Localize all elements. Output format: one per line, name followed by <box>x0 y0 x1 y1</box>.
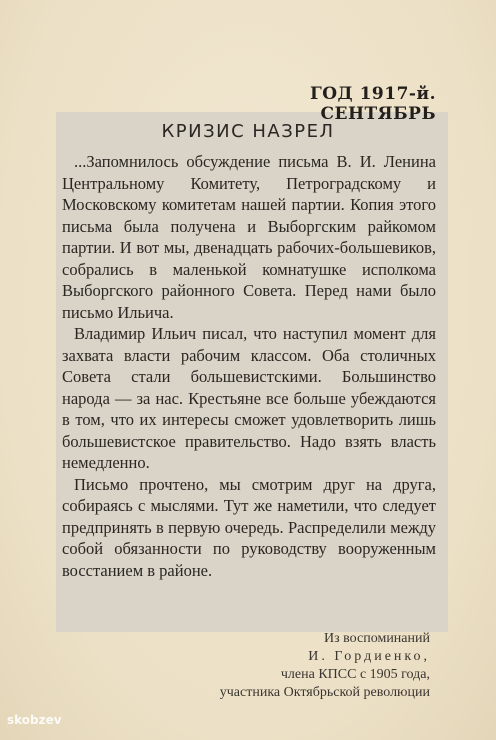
watermark: skobzev <box>7 713 62 727</box>
paragraph-2: Владимир Ильич писал, что наступил момент для захвата власти рабочим классом. Оба столичных Совета стали большевистскими. Большинство народа — за нас. Крестьяне все больше убеждаются в том, что их интересы сможет удовлетворить лишь большевистское правительство. Надо взять власть немедленно. <box>62 324 436 472</box>
section-header: ГОД 1917-й. СЕНТЯБРЬ <box>310 84 436 124</box>
paragraph-1: ...Запомнилось обсуждение письма В. И. Ленина Центральному Комитету, Петроградскому и Московскому комитетам нашей партии. Копия этого письма была получена и Выборгским райкомом партии. И вот мы, двенадцать рабочих-большевиков, собрались в маленькой комнатушке исполкома Выборгского районного Совета. Перед нами было письмо Ильича. <box>62 152 436 322</box>
article-body <box>62 151 436 581</box>
attribution-author: И. Гордиенко, <box>308 649 430 664</box>
attribution-party: члена КПСС с 1905 года, <box>280 667 430 682</box>
attribution <box>220 630 430 702</box>
attribution-role: участника Октябрьской революции <box>219 685 430 700</box>
attribution-source: Из воспоминаний <box>324 631 430 646</box>
paragraph-3: Письмо прочтено, мы смотрим друг на друга, собираясь с мыслями. Тут же наметили, что следует предпринять в первую очередь. Распределили между собой обязанности по руководству вооруженным восстанием в районе. <box>62 474 436 580</box>
article-title: КРИЗИС НАЗРЕЛ <box>161 121 335 142</box>
